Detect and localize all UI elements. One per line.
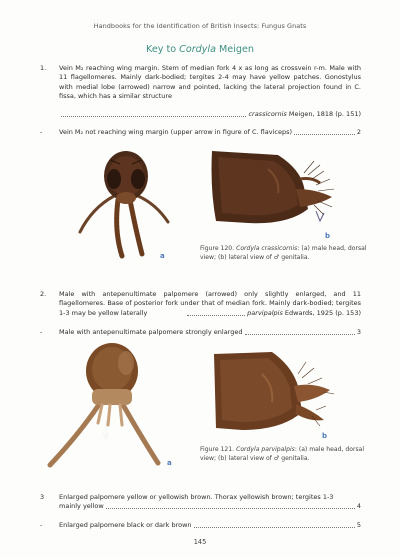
figure-120a-head-image [72, 146, 182, 264]
leader-dots [61, 116, 246, 117]
couplet-1-alt-text: Vein M₂ not reaching wing margin (upper arrow in figure of C. flaviceps) [59, 128, 293, 136]
couplet-1-alt [59, 128, 361, 137]
couplet-1-result [59, 110, 361, 119]
figure-121-caption [200, 446, 370, 463]
leader-dots [245, 334, 355, 335]
key-title-prefix: Key to [146, 44, 180, 55]
couplet-3-text: Enlarged palpomere yellow or yellowish brown. Thorax yellowish brown; tergites 1-3 [59, 493, 334, 501]
couplet-1-alt-go: 2 [356, 128, 361, 136]
couplet-3-alt-dash: - [40, 521, 43, 529]
figure-120-caption-species: Cordyla crassicornis [236, 245, 298, 252]
couplet-3-alt-text: Enlarged palpomere black or dark brown [59, 521, 192, 529]
key-title-suffix: Meigen [215, 44, 254, 55]
couplet-1-species: crassicornis [248, 110, 287, 118]
key-title-genus: Cordyla [179, 44, 216, 55]
couplet-2-species: parvipalpis [247, 309, 283, 317]
figure-120-label-a: a [160, 252, 165, 260]
figure-121-caption-text: : (a) male head, dorsal view; (b) lateral view of ♂ genitalia. [200, 446, 365, 462]
couplet-1-description: Vein M₂ reaching wing margin. Stem of median fork 4 x as long as crossvein r-m. Male with 11 flagellomeres. Mainly dark-bodied; tergites 2-4 may have yellow patches. Gonostylus with medial lobe (arrowed) narrow and pointed, lacking the lateral projection found in C. fissa, which has a similar structure [59, 64, 361, 100]
key-title [0, 44, 400, 55]
couplet-3-go: 4 [356, 502, 361, 510]
figure-120-caption-text: : (a) male head, dorsal view; (b) lateral view of ♂ genitalia. [200, 245, 367, 261]
leader-dots [194, 527, 355, 528]
figure-121-label-b: b [322, 432, 328, 440]
figure-121-caption-species: Cordyla parvipalpis [236, 446, 295, 453]
couplet-2-result [185, 309, 361, 318]
figure-120-caption-prefix: Figure 120. [200, 245, 237, 252]
figure-120-label-b: b [325, 232, 331, 240]
couplet-3-alt-go: 5 [356, 521, 361, 529]
couplet-3-number: 3 [40, 493, 45, 501]
couplet-2-author: Edwards, 1925 (p. 153) [282, 309, 361, 317]
couplet-1-author: Meigen, 1818 (p. 151) [286, 110, 361, 118]
couplet-3-line2 [59, 502, 361, 511]
figure-121-caption-prefix: Figure 121. [200, 446, 237, 453]
page-number: 145 [193, 538, 207, 546]
leader-dots [106, 508, 355, 509]
couplet-2-alt-text: Male with antepenultimate palpomere strongly enlarged [59, 328, 243, 336]
running-head: Handbooks for the Identification of British Insects: Fungus Gnats [93, 22, 307, 30]
figure-121b-genitalia-image [212, 350, 337, 435]
figure-121-label-a: a [167, 459, 172, 467]
couplet-2-alt [59, 328, 361, 337]
couplet-2-description: Male with antepenultimate palpomere (arrowed) only slightly enlarged, and 11 flagellomeres. Base of posterior fork under that of median fork. Mainly dark-bodied; tergites 1-3 may be yellow laterally [59, 290, 361, 317]
couplet-2-alt-dash: - [40, 328, 43, 336]
leader-dots [187, 315, 245, 316]
figure-120b-genitalia-image [208, 149, 338, 229]
figure-121a-head-image [40, 343, 175, 473]
couplet-3-alt [59, 521, 361, 530]
couplet-1-number: 1. [40, 64, 47, 72]
couplet-2-alt-go: 3 [356, 328, 361, 336]
leader-dots [294, 134, 355, 135]
figure-120-caption [200, 245, 370, 262]
couplet-1-alt-dash: - [40, 128, 43, 136]
couplet-1-text [59, 64, 361, 101]
couplet-2-number: 2. [40, 290, 47, 298]
couplet-3-text-line2: mainly yellow [59, 502, 104, 510]
